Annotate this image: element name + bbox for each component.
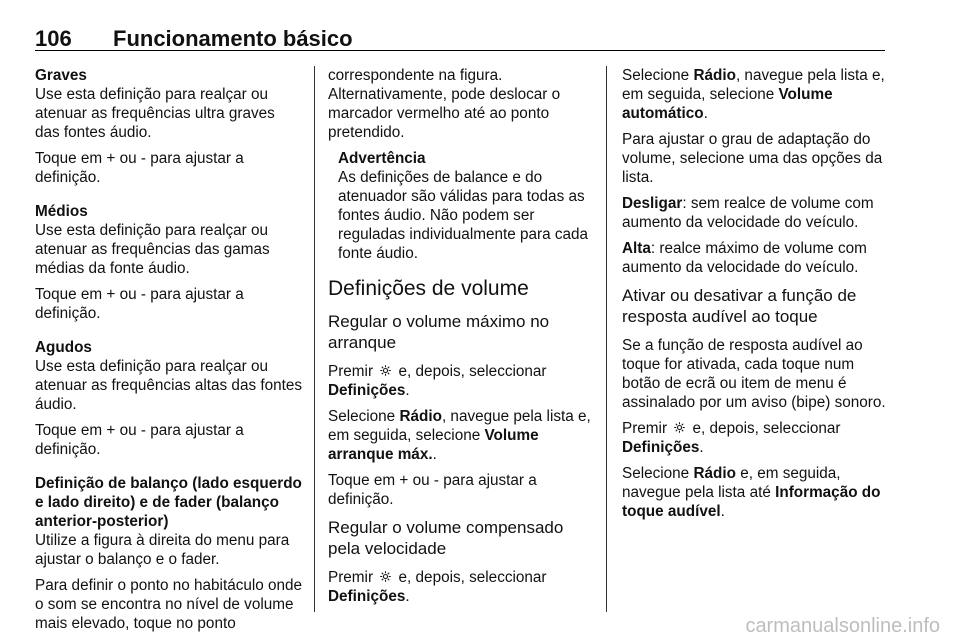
menu-term: Informação do toque audível: [622, 484, 881, 520]
watermark: carmanualsonline.info: [745, 615, 940, 637]
column-3: [622, 66, 890, 528]
paragraph: Para definir o ponto no habitáculo onde o som se encontra no nível de volume mais elevado, toque no ponto: [35, 577, 303, 632]
column-2: [328, 66, 596, 613]
paragraph: Para ajustar o grau de adaptação do volume, selecione uma das opções da lista.: [622, 131, 883, 186]
menu-term: Rádio: [693, 465, 736, 482]
menu-term: Rádio: [693, 67, 736, 84]
menu-term: Desligar: [622, 195, 683, 212]
heading-medios: Médios: [35, 203, 88, 220]
text: e, em seguida, navegue pela lista até: [622, 465, 841, 501]
paragraph: Se a função de resposta audível ao toque for ativada, cada toque num botão de ecrã ou item de menu é assinalado por um aviso (bipe) sonoro.: [622, 337, 886, 411]
settings-gear-icon: [673, 421, 686, 434]
paragraph: Toque em + ou - para ajustar a definição.: [35, 286, 244, 322]
text: Premir: [328, 363, 374, 380]
page-number: 106: [35, 26, 72, 51]
menu-term: Volume arranque máx.: [328, 427, 539, 463]
paragraph: Selecione Rádio, navegue pela lista e, em seguida, selecione Volume automático.: [622, 67, 885, 122]
paragraph: Utilize a figura à direita do menu para ajustar o balanço e o fader.: [35, 532, 290, 568]
menu-term: Definições: [328, 382, 406, 399]
section-agudos: [35, 338, 303, 459]
heading-balanco: Definição de balanço (lado esquerdo e lado direito) e de fader (balanço anterior-posterior): [35, 475, 302, 530]
section-balanco: [35, 474, 303, 633]
paragraph: Premir e, depois, seleccionar Definições.: [328, 363, 547, 399]
heading-agudos: Agudos: [35, 339, 92, 356]
note-text: As definições de balance e do atenuador são válidas para todas as fontes áudio. Não podem ser reguladas individualmente para cada fonte áudio.: [338, 169, 589, 262]
text: , navegue pela lista e, em seguida, selecione: [622, 67, 885, 103]
text: e, depois, seleccionar: [398, 569, 547, 586]
menu-term: Definições: [328, 588, 406, 605]
paragraph: Toque em + ou - para ajustar a definição.: [328, 472, 537, 508]
menu-term: Rádio: [399, 408, 442, 425]
note-title: Advertência: [338, 150, 426, 167]
paragraph: Use esta definição para realçar ou atenuar as frequências ultra graves das fontes áudio.: [35, 86, 275, 141]
text: , navegue pela lista e, em seguida, selecione: [328, 408, 591, 444]
section-graves: [35, 66, 303, 187]
paragraph: Toque em + ou - para ajustar a definição.: [35, 422, 244, 458]
section-title: Funcionamento básico: [113, 26, 353, 51]
note-box: [328, 149, 596, 263]
paragraph: Use esta definição para realçar ou atenuar as frequências altas das fontes áudio.: [35, 358, 303, 413]
subheading-max-volume: Regular o volume máximo no arranque: [328, 312, 550, 352]
text: Selecione: [622, 465, 690, 482]
text: : realce máximo de volume com aumento da velocidade do veículo.: [622, 240, 867, 276]
column-1: [35, 66, 303, 640]
text: Premir: [328, 569, 374, 586]
menu-term: Alta: [622, 240, 651, 257]
paragraph: Toque em + ou - para ajustar a definição.: [35, 150, 244, 186]
settings-gear-icon: [379, 364, 392, 377]
paragraph: Selecione Rádio, navegue pela lista e, em seguida, selecione Volume arranque máx..: [328, 408, 591, 463]
text: Selecione: [328, 408, 396, 425]
section-medios: [35, 202, 303, 323]
column-divider: [606, 66, 607, 612]
text: e, depois, seleccionar: [692, 420, 841, 437]
subheading-speed-volume: Regular o volume compensado pela velocidade: [328, 518, 564, 558]
subheading-touch-feedback: Ativar ou desativar a função de resposta audível ao toque: [622, 286, 857, 326]
paragraph: Use esta definição para realçar ou atenuar as frequências das gamas médias da fonte áudio.: [35, 222, 270, 277]
heading-graves: Graves: [35, 67, 87, 84]
page-header: [35, 20, 885, 51]
paragraph: Premir e, depois, seleccionar Definições.: [328, 569, 547, 605]
paragraph: [622, 239, 890, 277]
text: Selecione: [622, 67, 690, 84]
text: : sem realce de volume com aumento da velocidade do veículo.: [622, 195, 874, 231]
menu-term: Definições: [622, 439, 700, 456]
paragraph: [622, 194, 890, 232]
paragraph: Selecione Rádio e, em seguida, navegue pela lista até Informação do toque audível.: [622, 465, 881, 520]
column-divider: [314, 66, 315, 612]
settings-gear-icon: [379, 570, 392, 583]
menu-term: Volume automático: [622, 86, 833, 122]
paragraph: correspondente na figura. Alternativamente, pode deslocar o marcador vermelho até ao ponto pretendido.: [328, 67, 561, 141]
heading-volume-settings: Definições de volume: [328, 277, 529, 300]
paragraph: Premir e, depois, seleccionar Definições.: [622, 420, 841, 456]
text: Premir: [622, 420, 668, 437]
text: e, depois, seleccionar: [398, 363, 547, 380]
